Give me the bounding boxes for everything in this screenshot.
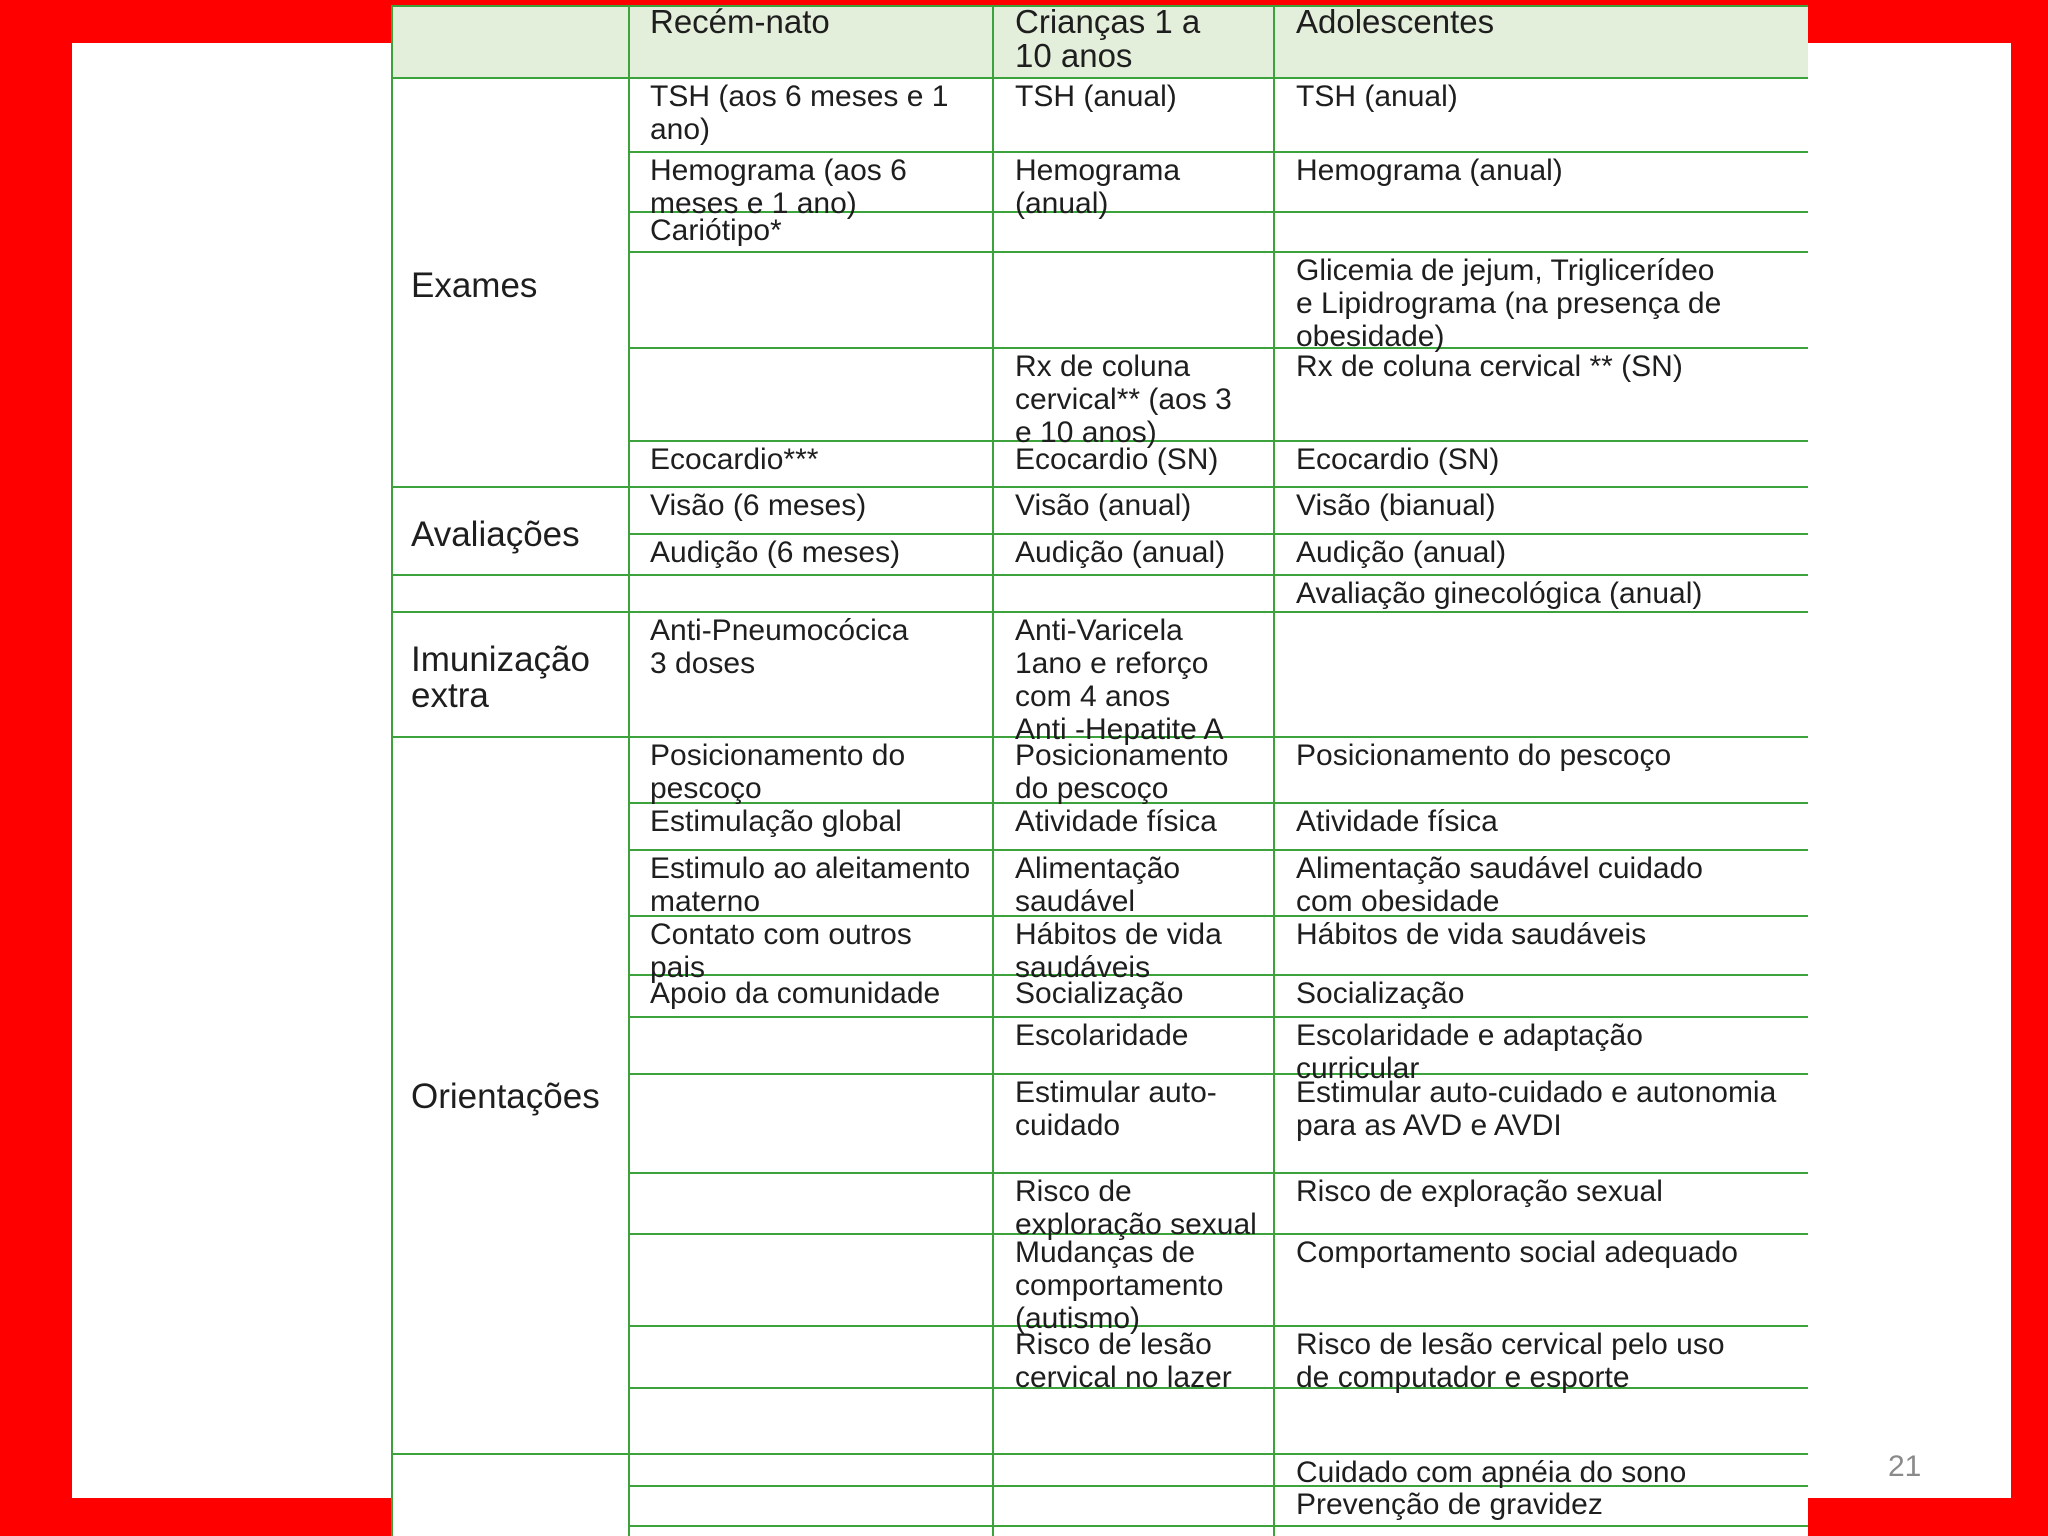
table-cell: Escolaridade [1015, 1019, 1189, 1052]
table-cell: Estimulo ao aleitamento materno [650, 852, 971, 918]
row-divider [629, 533, 1808, 535]
table-cell: Visão (anual) [1015, 489, 1192, 522]
table-cell: TSH (anual) [1296, 80, 1458, 113]
table-cell: Risco de exploração sexual [1296, 1175, 1663, 1208]
table-cell: Hábitos de vida saudáveis [1015, 918, 1222, 984]
table-cell: Visão (bianual) [1296, 489, 1496, 522]
header-adolescents: Adolescentes [1296, 5, 1495, 40]
table-cell: Hemograma (anual) [1296, 154, 1563, 187]
category-imunizacao-extra: Imunização extra [411, 640, 590, 715]
table-cell: Estimular auto-cuidado e autonomia para as AVD e AVDI [1296, 1076, 1777, 1142]
table-cell: Ecocardio (SN) [1296, 443, 1500, 476]
row-divider [391, 574, 1808, 576]
table-cell: TSH (aos 6 meses e 1 ano) [650, 80, 949, 146]
category-avaliacoes: Avaliações [411, 515, 580, 554]
table-cell: Escolaridade e adaptação curricular [1296, 1019, 1643, 1085]
header-children-1-10: Crianças 1 a 10 anos [1015, 5, 1201, 74]
row-divider [629, 1016, 1808, 1018]
table-cell: Anti-Pneumocócica 3 doses [650, 614, 909, 680]
table-cell: Alimentação saudável [1015, 852, 1181, 918]
row-divider [629, 151, 1808, 153]
row-divider [391, 611, 1808, 613]
row-divider [391, 1453, 1808, 1455]
header-newborn: Recém-nato [650, 5, 830, 40]
table-left-border [391, 5, 393, 1536]
table-cell: Risco de lesão cervical no lazer [1015, 1328, 1232, 1394]
table-cell: Posicionamento do pescoço [1015, 739, 1229, 805]
table-cell: Contato com outros pais [650, 918, 912, 984]
table-cell: Hemograma (aos 6 meses e 1 ano) [650, 154, 907, 220]
table-cell: Atividade física [1296, 805, 1498, 838]
table-cell: Cariótipo* [650, 214, 782, 247]
table-cell: Audição (6 meses) [650, 536, 901, 569]
row-divider [629, 1525, 1808, 1527]
table-cell: Socialização [1296, 977, 1465, 1010]
table-cell: TSH (anual) [1015, 80, 1177, 113]
table-cell: Cuidado com apnéia do sono [1296, 1456, 1687, 1489]
table-cell: Audição (anual) [1296, 536, 1507, 569]
category-orientacoes: Orientações [411, 1077, 600, 1116]
table-cell: Audição (anual) [1015, 536, 1226, 569]
table-cell: Mudanças de comportamento (autismo) [1015, 1236, 1224, 1335]
table-cell: Socialização [1015, 977, 1184, 1010]
table-cell: Estimular auto- cuidado [1015, 1076, 1217, 1142]
row-divider [391, 77, 1808, 79]
table-cell: Risco de lesão cervical pelo uso de computador e esporte [1296, 1328, 1725, 1394]
table-cell: Visão (6 meses) [650, 489, 867, 522]
row-divider [391, 486, 1808, 488]
table-cell: Apoio da comunidade [650, 977, 941, 1010]
table-cell: Posicionamento do pescoço [1296, 739, 1672, 772]
table-cell: Hemograma (anual) [1015, 154, 1181, 220]
table-cell: Risco de exploração sexual [1015, 1175, 1257, 1241]
table-cell: Prevenção de gravidez [1296, 1488, 1603, 1521]
page-number: 21 [1888, 1450, 1922, 1483]
column-divider [992, 5, 994, 1536]
table-cell: Glicemia de jejum, Triglicerídeo e Lipidrograma (na presença de obesidade) [1296, 254, 1722, 353]
row-divider [629, 1172, 1808, 1174]
table-cell: Avaliação ginecológica (anual) [1296, 577, 1703, 610]
table-cell: Alimentação saudável cuidado com obesidade [1296, 852, 1703, 918]
table-cell: Comportamento social adequado [1296, 1236, 1738, 1269]
table-cell: Hábitos de vida saudáveis [1296, 918, 1647, 951]
table-cell: Ecocardio (SN) [1015, 443, 1219, 476]
column-divider [1273, 5, 1275, 1536]
row-divider [629, 251, 1808, 253]
table-cell: Estimulação global [650, 805, 902, 838]
table-cell: Anti-Varicela 1ano e reforço com 4 anos Anti -Hepatite A [1015, 614, 1224, 746]
category-exames: Exames [411, 266, 538, 305]
care-schedule-table [391, 5, 1808, 1536]
table-cell: Rx de coluna cervical** (aos 3 e 10 anos) [1015, 350, 1232, 449]
row-divider [629, 849, 1808, 851]
table-cell: Atividade física [1015, 805, 1217, 838]
table-cell: Rx de coluna cervical ** (SN) [1296, 350, 1683, 383]
column-divider [628, 5, 630, 1536]
table-cell: Ecocardio*** [650, 443, 819, 476]
table-cell: Posicionamento do pescoço [650, 739, 906, 805]
